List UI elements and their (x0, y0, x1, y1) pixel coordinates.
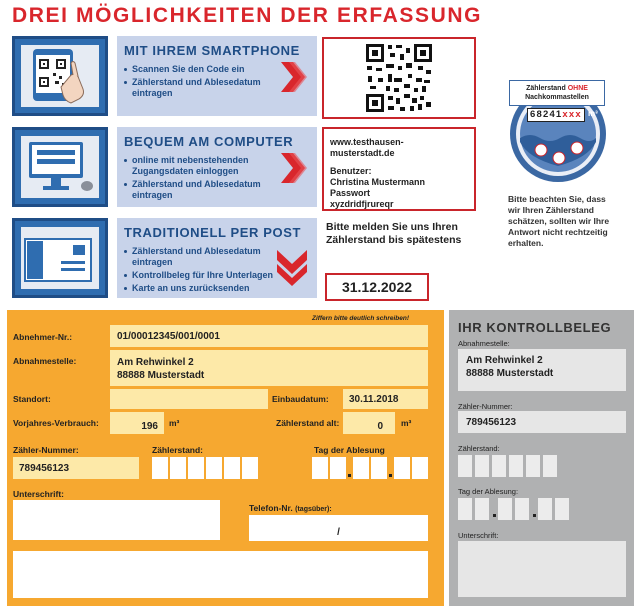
unterschrift-label: Unterschrift: (13, 489, 65, 499)
zaehler-nr-value: 789456123 (19, 463, 70, 474)
postcard-icon (21, 227, 99, 289)
zaehlerstand-label: Zählerstand: (152, 445, 204, 455)
standort-field[interactable] (110, 389, 268, 409)
login-user: Christina Mustermann (330, 177, 426, 187)
abnahmestelle-street: Am Rehwinkel 2 (117, 357, 194, 368)
address-field[interactable] (13, 551, 428, 598)
estimate-notice: Bitte beachten Sie, dass wir Ihren Zählerstand schätzen, sollten wir Ihre Antwort nicht rechtzeitig erhalten. (508, 194, 610, 248)
receipt-unterschrift-label: Unterschrift: (458, 531, 499, 540)
date-box[interactable] (412, 457, 428, 479)
receipt-street: Am Rehwinkel 2 (466, 355, 543, 366)
option-smartphone (117, 36, 317, 116)
qr-code-icon (364, 42, 434, 114)
login-pass-label: Passwort (330, 188, 371, 198)
vorjahr-label: Vorjahres-Verbrauch: (13, 418, 99, 428)
date-separator (348, 474, 351, 477)
digit-box[interactable] (242, 457, 258, 479)
option-item: Zählerstand und Ablesedatum eintragen (124, 77, 274, 99)
digit-box[interactable] (492, 455, 506, 477)
chevron-right-icon (279, 60, 309, 94)
abnehmer-label: Abnehmer-Nr.: (13, 332, 73, 342)
meter-digits: 68241 (530, 109, 563, 120)
postcard-icon-box (12, 218, 108, 298)
telefon-separator: / (337, 527, 340, 538)
receipt-title: IHR KONTROLLBELEG (458, 320, 612, 335)
meter-placeholder: xxx (562, 109, 582, 120)
zaehler-nr-label: Zähler-Nummer: (13, 445, 79, 455)
digit-box[interactable] (170, 457, 186, 479)
telefon-label (249, 503, 332, 513)
meter-header-em: OHNE (567, 85, 588, 92)
option-title: BEQUEM AM COMPUTER (124, 134, 294, 149)
option-post (117, 218, 317, 298)
date-separator (493, 514, 496, 517)
digit-box[interactable] (206, 457, 222, 479)
chevron-down-icon (275, 248, 309, 288)
form-hint: Ziffern bitte deutlich schreiben! (312, 315, 410, 322)
date-box[interactable] (394, 457, 410, 479)
abnahmestelle-label: Abnahmestelle: (13, 356, 77, 366)
digit-box[interactable] (458, 455, 472, 477)
option-computer (117, 127, 317, 207)
digit-box[interactable] (526, 455, 540, 477)
meter-unit: m³ (588, 109, 598, 118)
meter-display (527, 108, 585, 122)
digit-box[interactable] (543, 455, 557, 477)
page-title: DREI MÖGLICHKEITEN DER ERFASSUNG (12, 4, 483, 27)
date-box[interactable] (353, 457, 369, 479)
alt-value: 0 (377, 421, 383, 432)
date-separator (533, 514, 536, 517)
standort-label: Standort: (13, 394, 51, 404)
option-item: Karte an uns zurücksenden (124, 283, 274, 294)
chevron-right-icon (279, 151, 309, 185)
date-box[interactable] (555, 498, 569, 520)
login-url[interactable]: www.testhausen-musterstadt.de (330, 137, 404, 158)
vorjahr-field (110, 412, 164, 434)
smartphone-icon-box (12, 36, 108, 116)
vorjahr-unit: m³ (169, 418, 180, 428)
telefon-label-hint: (tagsüber): (295, 506, 332, 513)
qr-code-box (322, 37, 476, 119)
ablesung-label: Tag der Ablesung (314, 445, 385, 455)
date-box[interactable] (312, 457, 328, 479)
alt-unit: m³ (401, 418, 412, 428)
receipt-zaehler-nr-label: Zähler-Nummer: (458, 402, 513, 411)
date-box[interactable] (475, 498, 489, 520)
receipt-city: 88888 Musterstadt (466, 368, 554, 379)
date-separator (389, 474, 392, 477)
telefon-label-main: Telefon-Nr. (249, 503, 293, 513)
date-box[interactable] (330, 457, 346, 479)
date-box[interactable] (371, 457, 387, 479)
receipt-zaehler-nr: 789456123 (466, 417, 517, 428)
option-item: Zählerstand und Ablesedatum eintragen (124, 246, 274, 268)
einbaudatum-value: 30.11.2018 (349, 394, 399, 405)
date-box[interactable] (515, 498, 529, 520)
digit-box[interactable] (224, 457, 240, 479)
deadline-date: 31.12.2022 (325, 273, 429, 301)
option-title: MIT IHREM SMARTPHONE (124, 43, 300, 58)
option-item: Scannen Sie den Code ein (124, 64, 274, 75)
einbaudatum-label: Einbaudatum: (272, 394, 329, 404)
date-box[interactable] (458, 498, 472, 520)
abnahmestelle-city: 88888 Musterstadt (117, 370, 205, 381)
digit-box[interactable] (188, 457, 204, 479)
option-item: online mit nebenstehenden Zugangsdaten einloggen (124, 155, 274, 177)
digit-box[interactable] (509, 455, 523, 477)
date-box[interactable] (538, 498, 552, 520)
meter-header (509, 80, 605, 106)
computer-icon-box (12, 127, 108, 207)
computer-icon (21, 136, 99, 198)
abnehmer-value: 01/00012345/001/0001 (117, 331, 220, 342)
unterschrift-field[interactable] (13, 500, 220, 540)
qr-phone-icon (21, 45, 99, 107)
login-pass: xyzdridfjrureqr (330, 199, 394, 209)
receipt-unterschrift-field[interactable] (458, 541, 626, 597)
meter-header-post: Nachkommastellen (525, 94, 589, 101)
vorjahr-value: 196 (141, 421, 158, 432)
alt-field (343, 412, 395, 434)
login-box (322, 127, 476, 211)
option-item: Kontrollbeleg für Ihre Unterlagen (124, 270, 274, 281)
receipt-ablesung-label: Tag der Ablesung: (458, 487, 519, 496)
option-title: TRADITIONELL PER POST (124, 225, 302, 240)
alt-label: Zählerstand alt: (276, 418, 340, 428)
telefon-field[interactable] (249, 515, 428, 541)
meter-header-pre: Zählerstand (526, 85, 568, 92)
receipt-zaehlerstand-label: Zählerstand: (458, 444, 500, 453)
receipt-abnahmestelle-label: Abnahmestelle: (458, 339, 510, 348)
deadline-text: Bitte melden Sie uns Ihren Zählerstand bis spätestens (326, 221, 462, 246)
option-item: Zählerstand und Ablesedatum eintragen (124, 179, 274, 201)
date-box[interactable] (498, 498, 512, 520)
digit-box[interactable] (152, 457, 168, 479)
login-user-label: Benutzer: (330, 166, 372, 176)
digit-box[interactable] (475, 455, 489, 477)
